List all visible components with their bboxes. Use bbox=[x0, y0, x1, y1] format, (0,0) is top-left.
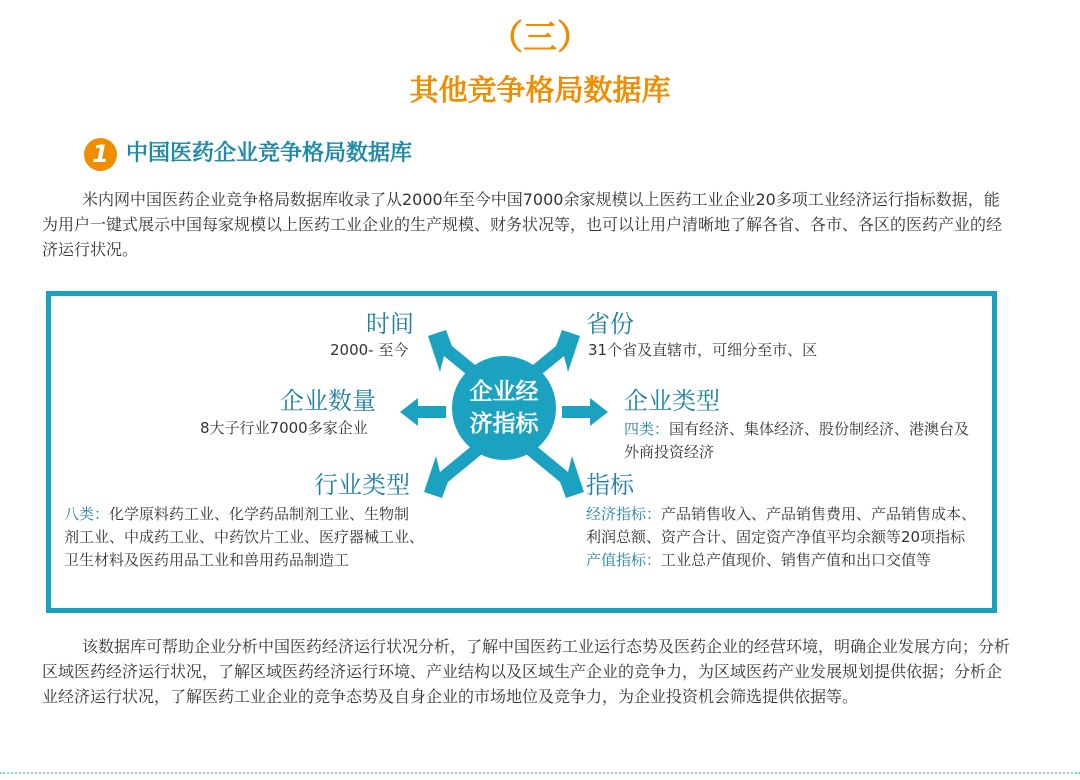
closing-text: 该数据库可帮助企业分析中国医药经济运行状况分析，了解中国医药工业运行态势及医药企业的经营环境，明确企业发展方向；分析区域医药经济运行状况，了解区域医药经济运行环境、产业结构以及区域生产企业的竞争力，为区域医药产业发展规划提供依据；分析企业经济运行状况，了解医药工业企业的竞争态势及自身企业的市场地位及竞争力，为企业投资机会筛选提供依据等。 bbox=[42, 637, 1011, 706]
center-label-line1: 企业经 bbox=[469, 379, 539, 405]
arrow-down-right-icon bbox=[526, 444, 584, 498]
econ-desc: 产品销售收入、产品销售费用、产品销售成本、利润总额、资产合计、固定资产净值平均余额等20项指标 bbox=[586, 505, 977, 546]
count-title: 企业数量 bbox=[280, 387, 376, 415]
bottom-divider bbox=[0, 772, 1080, 774]
type-desc-block bbox=[624, 418, 984, 464]
industry-prefix: 八类： bbox=[64, 505, 110, 523]
province-title: 省份 bbox=[586, 310, 634, 338]
industry-desc-block bbox=[64, 503, 424, 572]
intro-text: 米内网中国医药企业竞争格局数据库收录了从2000年至今中国7000余家规模以上医药工业企业20多项工业经济运行指标数据，能为用户一键式展示中国每家规模以上医药工业企业的生产规模、财务状况等，也可以让用户清晰地了解各省、各市、各区的医药产业的经济运行状况。 bbox=[42, 190, 1003, 259]
type-prefix: 四类： bbox=[624, 420, 670, 438]
type-title: 企业类型 bbox=[624, 387, 720, 415]
subsection-badge: 1 bbox=[84, 138, 117, 171]
value-desc: 工业总产值现价、销售产值和出口交值等 bbox=[661, 551, 932, 569]
econ-prefix: 经济指标： bbox=[586, 505, 662, 523]
center-node bbox=[452, 356, 556, 460]
time-desc: 2000- 至今 bbox=[330, 341, 409, 359]
indicator-desc-block bbox=[586, 503, 984, 572]
arrow-right-icon bbox=[562, 398, 608, 426]
indicator-title: 指标 bbox=[586, 471, 634, 499]
section-title: 其他竞争格局数据库 bbox=[409, 73, 671, 107]
center-label-line2: 济指标 bbox=[469, 411, 539, 437]
section-number: （三） bbox=[489, 18, 591, 58]
indicator-value bbox=[586, 549, 984, 572]
arrow-down-left-icon bbox=[424, 444, 482, 498]
closing-paragraph bbox=[42, 634, 1010, 709]
industry-desc: 化学原料药工业、化学药品制剂工业、生物制剂工业、中成药工业、中药饮片工业、医疗器械工业、卫生材料及医药用品工业和兽用药品制造工 bbox=[64, 505, 425, 569]
indicator-econ bbox=[586, 503, 984, 549]
subsection-title: 中国医药企业竞争格局数据库 bbox=[126, 141, 413, 166]
type-desc: 国有经济、集体经济、股份制经济、港澳台及外商投资经济 bbox=[624, 420, 970, 461]
count-desc: 8大子行业7000多家企业 bbox=[200, 419, 368, 437]
time-title: 时间 bbox=[366, 310, 414, 338]
province-desc: 31个省及直辖市，可细分至市、区 bbox=[588, 341, 818, 359]
value-prefix: 产值指标： bbox=[586, 551, 662, 569]
arrow-left-icon bbox=[400, 398, 446, 426]
industry-title: 行业类型 bbox=[314, 471, 410, 499]
